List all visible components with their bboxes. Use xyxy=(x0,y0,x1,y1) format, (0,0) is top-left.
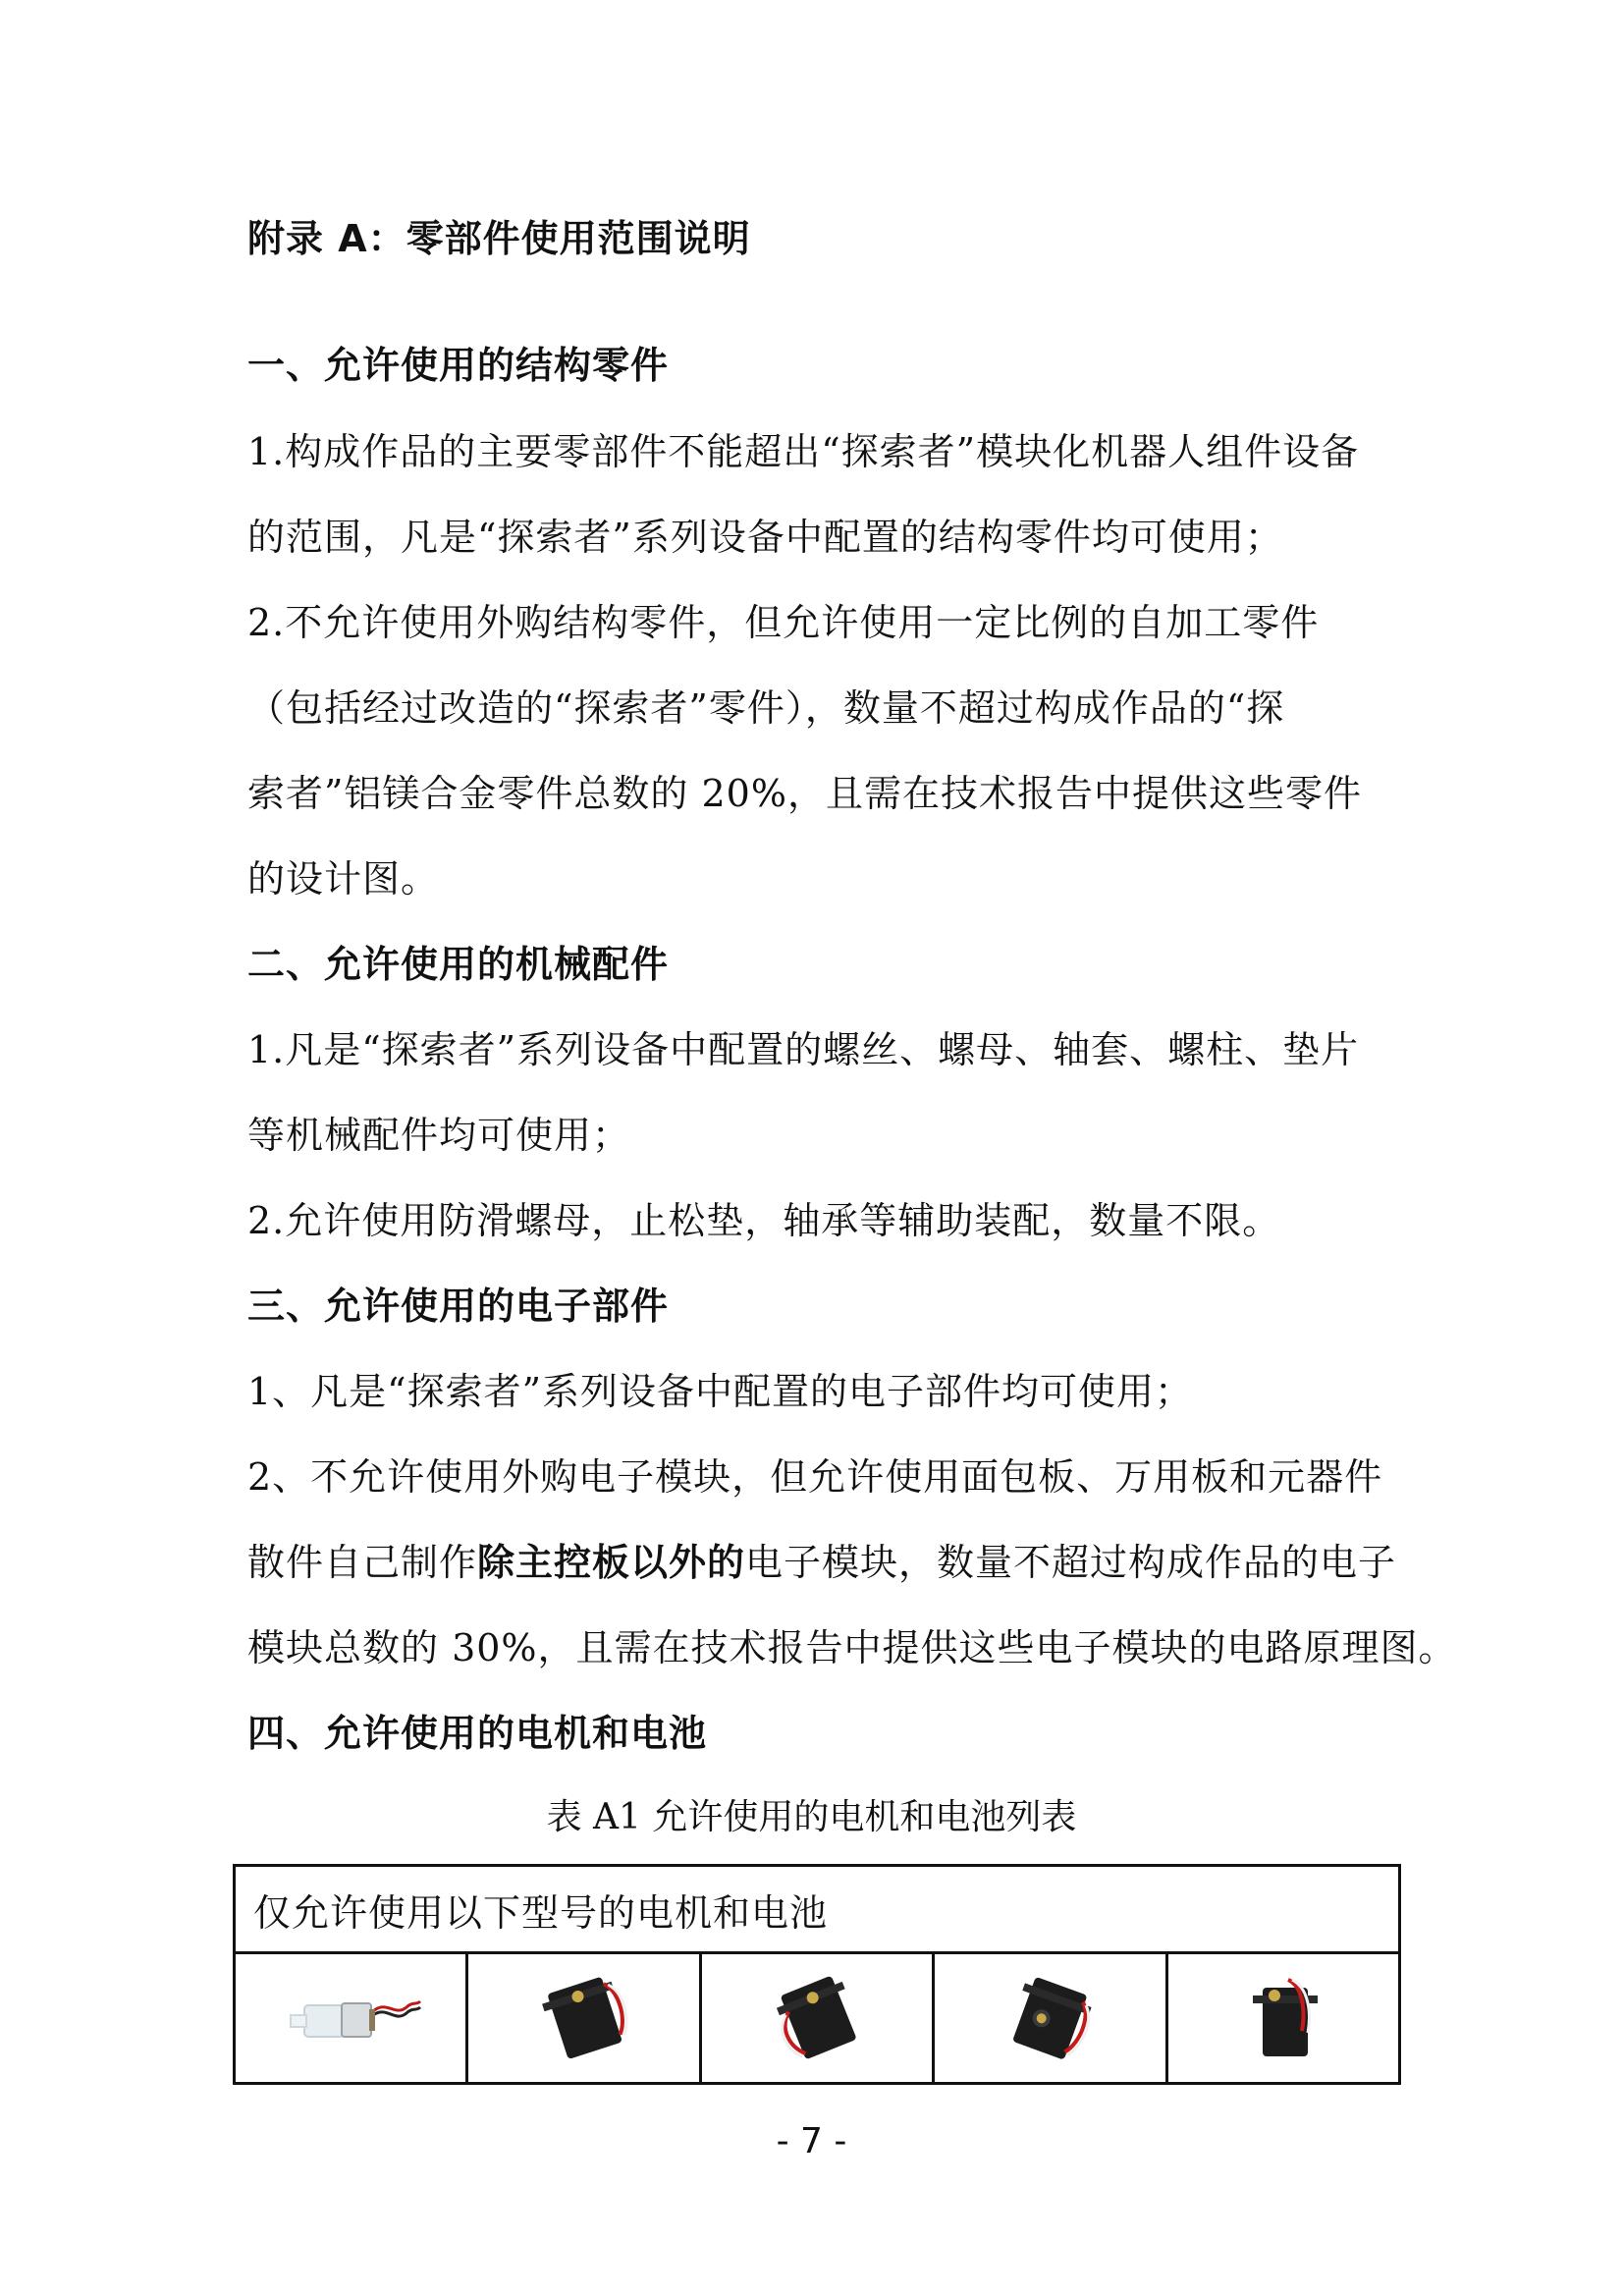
section3-line3-bold: 除主控板以外的 xyxy=(477,1541,746,1584)
section2-line: 2.允许使用防滑螺母，止松垫，轴承等辅助装配，数量不限。 xyxy=(247,1199,1281,1242)
section1-heading: 一、允许使用的结构零件 xyxy=(247,344,670,387)
appendix-title: 附录 A：零部件使用范围说明 xyxy=(247,217,751,260)
table-cell xyxy=(1166,1953,1399,2084)
section4-heading: 四、允许使用的电机和电池 xyxy=(247,1712,708,1755)
table-caption: 表 A1 允许使用的电机和电池列表 xyxy=(546,1797,1077,1837)
table-cell xyxy=(700,1953,933,2084)
section1-line: 索者”铝镁合金零件总数的 20%，且需在技术报告中提供这些零件 xyxy=(247,772,1362,815)
section3-line: 1、凡是“探索者”系列设备中配置的电子部件均可使用； xyxy=(247,1370,1194,1413)
section3-line3-post: 电子模块，数量不超过构成作品的电子 xyxy=(745,1541,1397,1584)
section3-line3-pre: 散件自己制作 xyxy=(247,1541,478,1584)
section3-line: 模块总数的 30%，且需在技术报告中提供这些电子模块的电路原理图。 xyxy=(247,1626,1457,1669)
section3-line xyxy=(247,1538,1396,1587)
section1-line: （包括经过改造的“探索者”零件），数量不超过构成作品的“探 xyxy=(247,686,1285,730)
section2-line: 等机械配件均可使用； xyxy=(247,1114,631,1157)
table-cell xyxy=(235,1953,467,2084)
section1-line: 1.构成作品的主要零部件不能超出“探索者”模块化机器人组件设备 xyxy=(247,430,1360,473)
section1-line: 2.不允许使用外购结构零件，但允许使用一定比例的自加工零件 xyxy=(247,601,1320,644)
section2-heading: 二、允许使用的机械配件 xyxy=(247,943,670,986)
section3-heading: 三、允许使用的电子部件 xyxy=(247,1285,670,1328)
section1-line: 的范围，凡是“探索者”系列设备中配置的结构零件均可使用； xyxy=(247,516,1283,559)
page-number: - 7 - xyxy=(776,2121,847,2161)
table-header: 仅允许使用以下型号的电机和电池 xyxy=(235,1866,1400,1953)
gear-motor-image xyxy=(277,1972,424,2060)
motor-battery-table xyxy=(233,1864,1401,2085)
servo-image xyxy=(996,1962,1104,2070)
servo-image xyxy=(1229,1962,1337,2070)
table-cell xyxy=(467,1953,700,2084)
section1-line: 的设计图。 xyxy=(247,857,440,901)
table-cell xyxy=(934,1953,1166,2084)
servo-image xyxy=(763,1962,871,2070)
section3-line: 2、不允许使用外购电子模块，但允许使用面包板、万用板和元器件 xyxy=(247,1455,1383,1499)
servo-image xyxy=(530,1962,638,2070)
section2-line: 1.凡是“探索者”系列设备中配置的螺丝、螺母、轴套、螺柱、垫片 xyxy=(247,1028,1360,1071)
